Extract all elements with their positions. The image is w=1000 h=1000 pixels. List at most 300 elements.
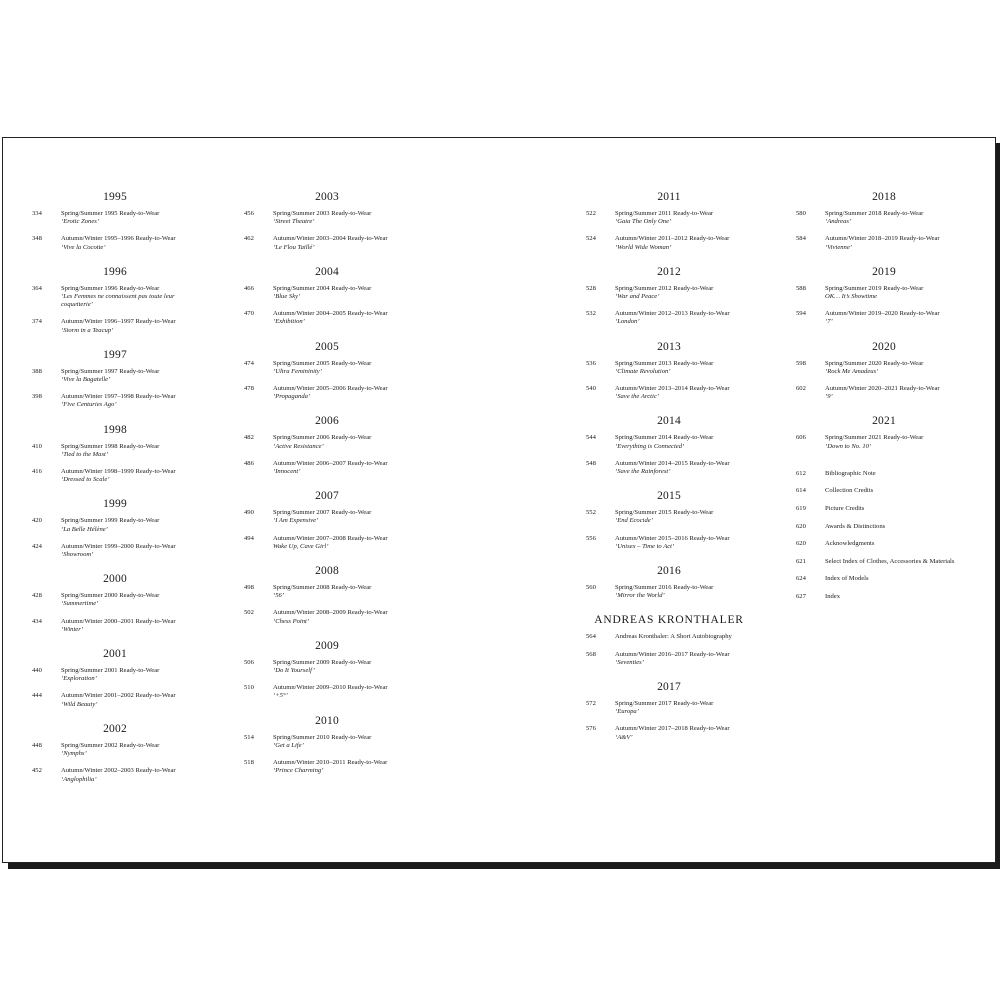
year-group	[579, 681, 759, 742]
page-number: 548	[586, 459, 596, 467]
year-heading: 2005	[315, 340, 339, 353]
collection-name: ‘Showroom’	[61, 551, 94, 559]
contents-entry	[579, 725, 759, 741]
contents-entry	[237, 385, 417, 401]
year-group	[789, 415, 979, 450]
collection-name: ‘Wild Beauty’	[61, 700, 98, 708]
contents-entry	[237, 609, 417, 625]
year-group	[579, 614, 759, 667]
entry-title: Autumn/Winter 2019–2020 Ready-to-Wear	[825, 310, 940, 318]
entry-title: Autumn/Winter 2007–2008 Ready-to-Wear	[273, 534, 388, 542]
entry-title: Autumn/Winter 2012–2013 Ready-to-Wear	[615, 310, 730, 318]
page-number: 490	[244, 509, 254, 517]
page-number: 544	[586, 434, 596, 442]
contents-entry	[25, 692, 205, 708]
page-number: 486	[244, 459, 254, 467]
back-matter-item	[789, 465, 979, 483]
collection-name: ‘Innocent’	[273, 468, 301, 476]
year-group	[579, 415, 759, 476]
page-number: 540	[586, 385, 596, 393]
entry-title: Spring/Summer 1996 Ready-to-Wear	[61, 284, 160, 292]
page-number: 568	[586, 650, 596, 658]
collection-name: ‘9’	[825, 393, 833, 401]
page-number: 462	[244, 235, 254, 243]
page-number: 619	[796, 505, 806, 513]
contents-entry	[579, 584, 759, 600]
collection-name: ‘London’	[615, 318, 640, 326]
entry-title: Spring/Summer 2019 Ready-to-Wear	[825, 284, 924, 292]
entry-title: Autumn/Winter 2000–2001 Ready-to-Wear	[61, 617, 176, 625]
contents-entry	[237, 584, 417, 600]
collection-name: ‘Exhibition’	[273, 318, 305, 326]
year-group	[237, 565, 417, 626]
contents-entry	[237, 285, 417, 301]
page-number: 606	[796, 434, 806, 442]
collection-name: ‘Street Theatre’	[273, 218, 315, 226]
entry-title: Spring/Summer 2008 Ready-to-Wear	[273, 584, 372, 592]
contents-entry	[789, 235, 979, 251]
contents-entry	[579, 700, 759, 716]
entry-title: Autumn/Winter 1995–1996 Ready-to-Wear	[61, 235, 176, 243]
collection-name: ‘Seventies’	[615, 658, 644, 666]
page-number: 466	[244, 284, 254, 292]
contents-column-2	[237, 191, 417, 790]
entry-title: Spring/Summer 1999 Ready-to-Wear	[61, 517, 160, 525]
back-matter-label: Bibliographic Note	[825, 469, 876, 477]
year-heading: 2001	[103, 648, 127, 661]
back-matter-item	[789, 570, 979, 588]
page-number: 627	[796, 593, 806, 600]
collection-name: ‘Storm in a Teacup’	[61, 326, 114, 334]
entry-title: Autumn/Winter 2010–2011 Ready-to-Wear	[273, 759, 388, 767]
entry-title: Autumn/Winter 2016–2017 Ready-to-Wear	[615, 650, 730, 658]
page-number: 502	[244, 609, 254, 617]
entry-title: Autumn/Winter 2008–2009 Ready-to-Wear	[273, 609, 388, 617]
year-group	[789, 191, 979, 252]
contents-entry	[25, 742, 205, 758]
entry-title: Spring/Summer 2012 Ready-to-Wear	[615, 284, 714, 292]
collection-name: ‘+5°’	[273, 692, 288, 700]
back-matter-label: Picture Credits	[825, 505, 865, 513]
page-number: 518	[244, 759, 254, 767]
contents-entry	[579, 285, 759, 301]
year-heading: 2007	[315, 490, 339, 503]
page-number: 560	[586, 584, 596, 592]
page-number: 564	[586, 633, 596, 641]
contents-entry	[237, 360, 417, 376]
year-group	[25, 573, 205, 634]
page-number: 444	[32, 692, 42, 700]
year-heading: 2006	[315, 415, 339, 428]
entry-title: Autumn/Winter 2017–2018 Ready-to-Wear	[615, 725, 730, 733]
entry-title: Autumn/Winter 2014–2015 Ready-to-Wear	[615, 459, 730, 467]
year-heading: 2018	[872, 191, 896, 203]
collection-name: ‘Vivienne’	[825, 243, 852, 251]
page-number: 624	[796, 575, 806, 583]
page-number: 594	[796, 310, 806, 318]
contents-entry	[237, 235, 417, 251]
contents-entry	[25, 368, 205, 384]
entry-title: Spring/Summer 2011 Ready-to-Wear	[615, 210, 714, 217]
contents-entry	[237, 210, 417, 226]
year-group	[25, 424, 205, 485]
entry-title: Spring/Summer 2010 Ready-to-Wear	[273, 733, 372, 741]
back-matter-item	[789, 482, 979, 500]
collection-name: ‘Exploration’	[61, 675, 97, 683]
year-heading: 2009	[315, 639, 339, 652]
contents-entry	[25, 543, 205, 559]
back-matter-item	[789, 588, 979, 606]
collection-name: ‘Ultra Femininity’	[273, 367, 322, 375]
contents-entry	[579, 385, 759, 401]
page-number: 576	[586, 725, 596, 733]
page-number: 456	[244, 210, 254, 217]
page-number: 621	[796, 557, 806, 565]
page-number: 598	[796, 359, 806, 367]
entry-title: Autumn/Winter 1996–1997 Ready-to-Wear	[61, 318, 176, 326]
collection-name: ‘Chess Point’	[273, 617, 310, 625]
entry-title: Spring/Summer 2002 Ready-to-Wear	[61, 741, 160, 749]
entry-title: Spring/Summer 2004 Ready-to-Wear	[273, 284, 372, 292]
year-heading: 2008	[315, 565, 339, 578]
collection-name: ‘Mirror the World’	[615, 592, 665, 600]
year-heading: 2003	[315, 191, 339, 203]
collection-name: ‘Down to No. 10’	[825, 442, 872, 450]
entry-title: Spring/Summer 2009 Ready-to-Wear	[273, 658, 372, 666]
entry-title: Spring/Summer 2017 Ready-to-Wear	[615, 700, 714, 708]
entry-title: Spring/Summer 2006 Ready-to-Wear	[273, 434, 372, 442]
entry-title: Spring/Summer 2005 Ready-to-Wear	[273, 359, 372, 367]
year-heading: 2011	[657, 191, 681, 203]
collection-name: ‘Anglophilia’	[61, 775, 97, 783]
page-number: 474	[244, 359, 254, 367]
entry-title: Andreas Kronthaler: A Short Autobiography	[615, 633, 732, 641]
entry-title: Autumn/Winter 2005–2006 Ready-to-Wear	[273, 385, 388, 393]
year-group	[25, 191, 205, 252]
page-number: 478	[244, 385, 254, 393]
collection-name: ‘Get a Life’	[273, 741, 304, 749]
entry-title: Spring/Summer 2016 Ready-to-Wear	[615, 584, 714, 592]
back-matter-label: Index of Models	[825, 575, 869, 583]
collection-name: ‘La Belle Hélène’	[61, 525, 108, 533]
contents-entry	[789, 360, 979, 376]
entry-title: Autumn/Winter 2004–2005 Ready-to-Wear	[273, 310, 388, 318]
page-number: 482	[244, 434, 254, 442]
collection-name: ‘Europa’	[615, 708, 639, 716]
page-number: 424	[32, 542, 42, 550]
entry-title: Spring/Summer 1995 Ready-to-Wear	[61, 210, 160, 217]
collection-name: ‘Climate Revolution’	[615, 367, 671, 375]
contents-entry	[579, 235, 759, 251]
year-group	[237, 191, 417, 252]
year-group	[789, 341, 979, 402]
page-number: 514	[244, 733, 254, 741]
contents-entry	[579, 210, 759, 226]
entry-title: Spring/Summer 2020 Ready-to-Wear	[825, 359, 924, 367]
collection-name: ‘Summertime’	[61, 600, 99, 608]
contents-column-1	[25, 191, 205, 798]
entry-title: Spring/Summer 2007 Ready-to-Wear	[273, 509, 372, 517]
page-number: 364	[32, 284, 42, 292]
page-number: 420	[32, 517, 42, 525]
entry-title: Autumn/Winter 2001–2002 Ready-to-Wear	[61, 692, 176, 700]
collection-name: ‘Unisex – Time to Act’	[615, 542, 675, 550]
page-number: 334	[32, 210, 42, 217]
page-number: 588	[796, 284, 806, 292]
year-group	[237, 640, 417, 701]
contents-entry	[25, 767, 205, 783]
page-number: 506	[244, 658, 254, 666]
page-number: 620	[796, 522, 806, 530]
entry-title: Spring/Summer 2021 Ready-to-Wear	[825, 434, 924, 442]
collection-name: ‘Andreas’	[825, 218, 852, 226]
collection-name: ‘I Am Expensive’	[273, 517, 319, 525]
page-number: 524	[586, 235, 596, 243]
year-heading: 2010	[315, 714, 339, 727]
contents-entry	[25, 285, 205, 310]
contents-entry	[789, 285, 979, 301]
page-number: 498	[244, 584, 254, 592]
entry-title: Spring/Summer 2018 Ready-to-Wear	[825, 210, 924, 217]
contents-entry	[789, 210, 979, 226]
year-group	[789, 266, 979, 327]
entry-title: Autumn/Winter 2006–2007 Ready-to-Wear	[273, 459, 388, 467]
contents-entry	[237, 759, 417, 775]
collection-name: ‘Save the Rainforest’	[615, 468, 671, 476]
year-group	[579, 341, 759, 402]
year-heading: 2012	[657, 265, 681, 278]
entry-title: Spring/Summer 2003 Ready-to-Wear	[273, 210, 372, 217]
collection-name: ‘Winter’	[61, 625, 84, 633]
page-number: 584	[796, 235, 806, 243]
page-number: 602	[796, 385, 806, 393]
year-heading: 2019	[872, 265, 896, 278]
page-number: 440	[32, 667, 42, 675]
back-matter-item	[789, 518, 979, 536]
page-number: 580	[796, 210, 806, 217]
page-number: 612	[796, 469, 806, 477]
year-group	[237, 715, 417, 776]
year-group	[579, 490, 759, 551]
contents-entry	[237, 460, 417, 476]
collection-name: ‘7’	[825, 318, 833, 326]
contents-entry	[789, 434, 979, 450]
back-matter-label: Collection Credits	[825, 487, 874, 495]
collection-name: ‘Save the Arctic’	[615, 393, 659, 401]
year-group	[25, 266, 205, 335]
year-heading: 1998	[103, 423, 127, 436]
collection-name: ‘End Ecocide’	[615, 517, 653, 525]
contents-entry	[579, 633, 759, 641]
collection-name: ‘Dressed to Scale’	[61, 476, 110, 484]
back-matter-item	[789, 535, 979, 553]
year-heading: 1999	[103, 498, 127, 511]
collection-name: ‘56’	[273, 592, 284, 600]
page-number: 532	[586, 310, 596, 318]
page-number: 448	[32, 741, 42, 749]
year-heading: 2017	[657, 681, 681, 694]
year-group	[579, 266, 759, 327]
entry-title: Autumn/Winter 2003–2004 Ready-to-Wear	[273, 235, 388, 243]
contents-entry	[25, 592, 205, 608]
entry-title: Autumn/Winter 2009–2010 Ready-to-Wear	[273, 684, 388, 692]
page-number: 452	[32, 767, 42, 775]
contents-entry	[789, 385, 979, 401]
page-number: 428	[32, 592, 42, 600]
collection-name: ‘Nymphs’	[61, 750, 87, 758]
year-heading: 2015	[657, 490, 681, 503]
page-number: 388	[32, 367, 42, 375]
contents-entry	[25, 618, 205, 634]
page-number: 510	[244, 684, 254, 692]
entry-title: Spring/Summer 2013 Ready-to-Wear	[615, 359, 714, 367]
year-group	[25, 648, 205, 709]
collection-name: ‘Active Resistance’	[273, 442, 324, 450]
page-number: 410	[32, 442, 42, 450]
page-number: 416	[32, 468, 42, 476]
page-number: 434	[32, 617, 42, 625]
entry-title: Autumn/Winter 2015–2016 Ready-to-Wear	[615, 534, 730, 542]
year-group	[25, 349, 205, 410]
entry-title: Autumn/Winter 2013–2014 Ready-to-Wear	[615, 385, 730, 393]
year-group	[237, 266, 417, 327]
page-number: 620	[796, 540, 806, 548]
contents-entry	[25, 468, 205, 484]
entry-title: Autumn/Winter 2011–2012 Ready-to-Wear	[615, 235, 730, 243]
year-heading: 2013	[657, 340, 681, 353]
back-matter-label: Awards & Distinctions	[825, 522, 886, 530]
entry-title: Spring/Summer 1997 Ready-to-Wear	[61, 367, 160, 375]
contents-entry	[579, 651, 759, 667]
entry-title: Spring/Summer 1998 Ready-to-Wear	[61, 442, 160, 450]
contents-entry	[789, 310, 979, 326]
contents-column-3	[579, 191, 759, 756]
contents-entry	[579, 434, 759, 450]
collection-name: ‘Blue Sky’	[273, 293, 301, 301]
year-heading: 2000	[103, 573, 127, 586]
contents-entry	[25, 517, 205, 533]
year-heading: 2021	[872, 415, 896, 428]
page-number: 572	[586, 700, 596, 708]
year-heading: 2002	[103, 722, 127, 735]
page-number: 536	[586, 359, 596, 367]
contents-entry	[237, 509, 417, 525]
entry-title: Autumn/Winter 2020–2021 Ready-to-Wear	[825, 385, 940, 393]
page-number: 374	[32, 318, 42, 326]
entry-title: Autumn/Winter 1999–2000 Ready-to-Wear	[61, 542, 176, 550]
collection-name: ‘Le Flou Taillé’	[273, 243, 315, 251]
page-number: 552	[586, 509, 596, 517]
contents-entry	[25, 210, 205, 226]
contents-spread	[2, 137, 996, 863]
entry-title: Autumn/Winter 2002–2003 Ready-to-Wear	[61, 767, 176, 775]
contents-entry	[237, 310, 417, 326]
year-group	[237, 415, 417, 476]
contents-entry	[237, 659, 417, 675]
collection-name: ‘A&V’	[615, 733, 633, 741]
collection-name: ‘Do It Yourself’	[273, 667, 315, 675]
contents-entry	[25, 318, 205, 334]
collection-name: ‘Les Femmes ne connaissent pas toute leur coquetterie’	[61, 293, 175, 309]
collection-name: ‘Erotic Zones’	[61, 218, 100, 226]
contents-entry	[579, 310, 759, 326]
contents-entry	[25, 443, 205, 459]
contents-entry	[579, 460, 759, 476]
year-group	[579, 191, 759, 252]
back-matter-item	[789, 500, 979, 518]
year-heading: 2004	[315, 265, 339, 278]
collection-name: ‘Propaganda’	[273, 393, 311, 401]
entry-title: Spring/Summer 2000 Ready-to-Wear	[61, 592, 160, 600]
year-heading: 2014	[657, 415, 681, 428]
contents-entry	[579, 535, 759, 551]
page-number: 470	[244, 310, 254, 318]
contents-entry	[579, 509, 759, 525]
page-number: 556	[586, 534, 596, 542]
collection-name: ‘Everything is Connected’	[615, 442, 685, 450]
contents-entry	[25, 235, 205, 251]
contents-entry	[237, 434, 417, 450]
collection-name: ‘Rock Me Amadeus’	[825, 367, 879, 375]
collection-name: Wake Up, Cave Girl’	[273, 542, 329, 550]
entry-title: Autumn/Winter 1998–1999 Ready-to-Wear	[61, 468, 176, 476]
entry-title: Spring/Summer 2015 Ready-to-Wear	[615, 509, 714, 517]
year-group	[237, 490, 417, 551]
contents-entry	[237, 535, 417, 551]
year-heading: 1997	[103, 348, 127, 361]
page-number: 398	[32, 393, 42, 401]
contents-entry	[237, 734, 417, 750]
back-matter-label: Select Index of Clothes, Accessories & Materials	[825, 557, 955, 565]
page-number: 522	[586, 210, 596, 217]
collection-name: ‘Vive la Cocotte’	[61, 243, 106, 251]
page-number: 494	[244, 534, 254, 542]
collection-name: ‘World Wide Woman’	[615, 243, 672, 251]
section-heading: ANDREAS KRONTHALER	[594, 614, 744, 627]
entry-title: Autumn/Winter 2018–2019 Ready-to-Wear	[825, 235, 940, 243]
contents-entry	[25, 667, 205, 683]
back-matter-item	[789, 553, 979, 571]
year-heading: 2020	[872, 340, 896, 353]
collection-name: ‘Vive la Bagatelle’	[61, 376, 111, 384]
year-group	[579, 565, 759, 600]
entry-title: Spring/Summer 2014 Ready-to-Wear	[615, 434, 714, 442]
contents-entry	[237, 684, 417, 700]
year-heading: 1995	[103, 191, 127, 203]
collection-name: ‘War and Peace’	[615, 293, 660, 301]
year-group	[25, 723, 205, 784]
back-matter-list	[789, 465, 979, 606]
collection-name: ‘Tied to the Mast’	[61, 450, 109, 458]
page-number: 348	[32, 235, 42, 243]
collection-name: OK… It’s Showtime	[825, 293, 877, 301]
contents-entry	[25, 393, 205, 409]
year-heading: 1996	[103, 265, 127, 278]
back-matter-label: Acknowledgments	[825, 540, 875, 548]
entry-title: Spring/Summer 2001 Ready-to-Wear	[61, 667, 160, 675]
year-group	[237, 341, 417, 402]
year-group	[25, 498, 205, 559]
page-number: 614	[796, 487, 806, 495]
back-matter-label: Index	[825, 593, 841, 600]
year-heading: 2016	[657, 565, 681, 578]
collection-name: ‘Gaia The Only One’	[615, 218, 672, 226]
contents-column-4	[789, 191, 979, 606]
collection-name: ‘Prince Charming’	[273, 767, 324, 775]
contents-entry	[579, 360, 759, 376]
page-number: 528	[586, 284, 596, 292]
entry-title: Autumn/Winter 1997–1998 Ready-to-Wear	[61, 393, 176, 401]
